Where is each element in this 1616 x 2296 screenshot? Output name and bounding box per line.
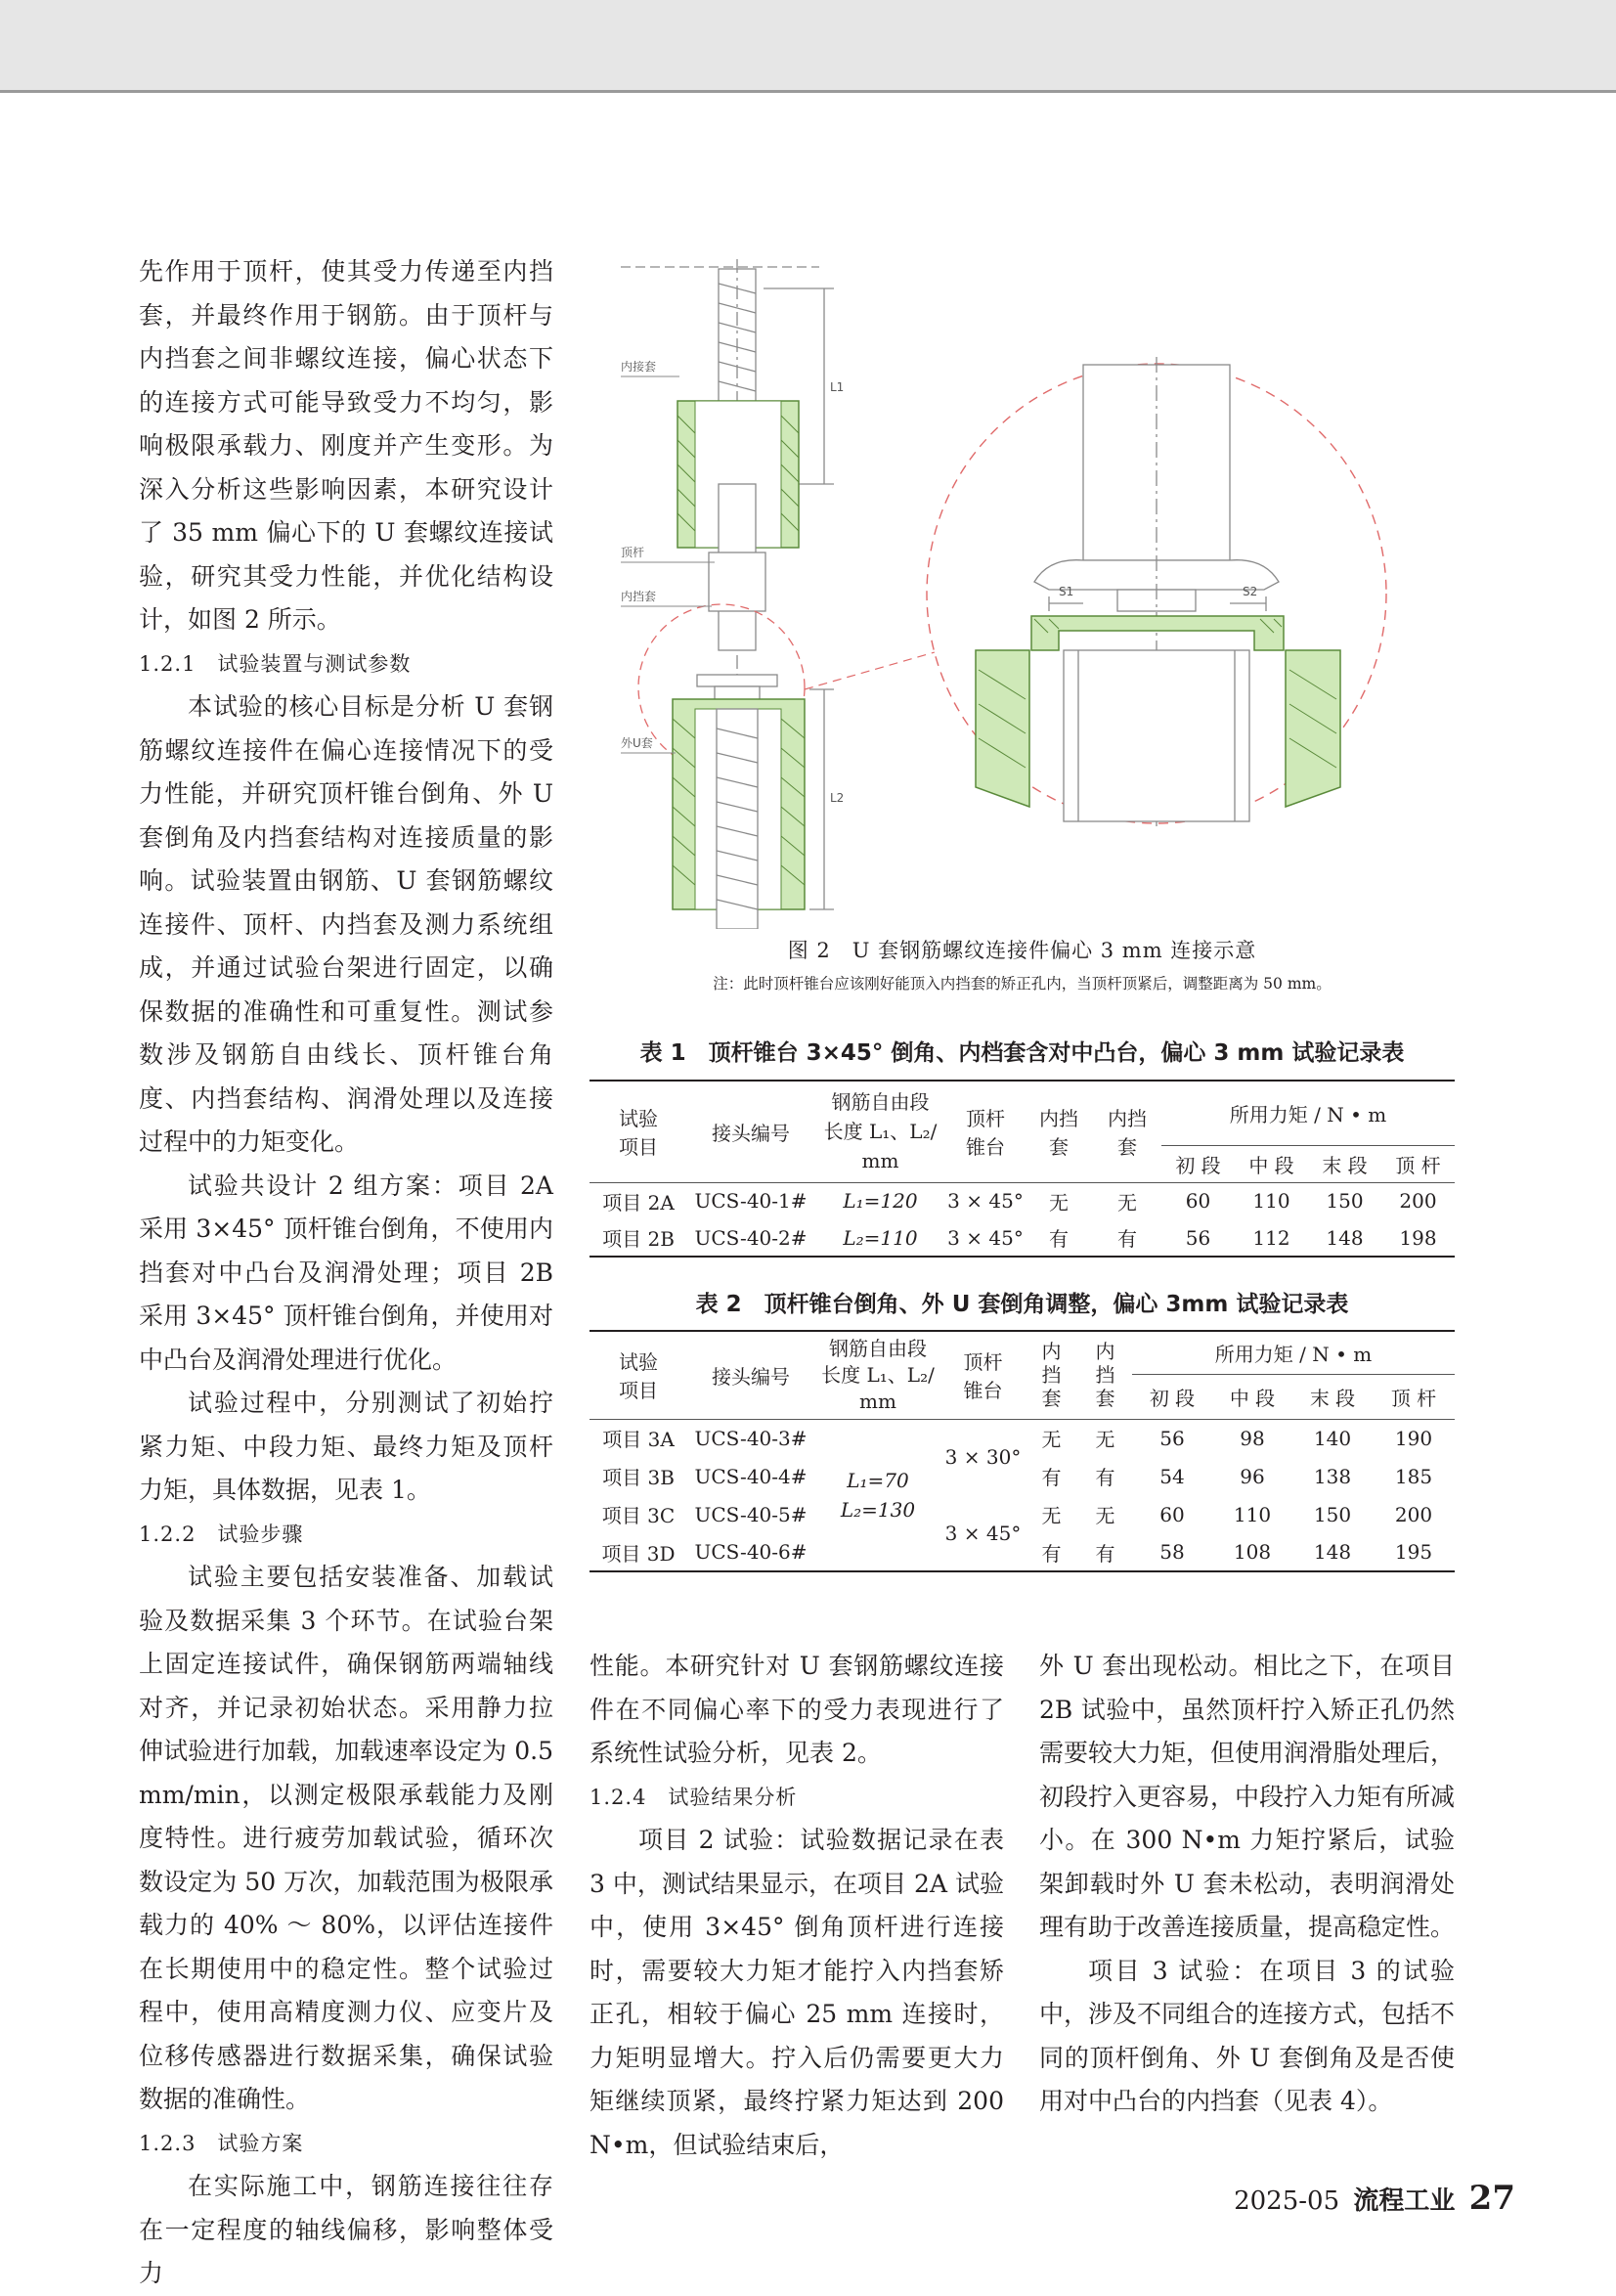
table-1-caption: 表 1 顶杆锥台 3×45° 倒角、内档套含对中凸台，偏心 3 mm 试验记录表 (639, 1040, 1405, 1066)
cell-length: L₁=70 L₂=130 (814, 1419, 941, 1571)
header-torque-rod: 顶 杆 (1373, 1374, 1455, 1419)
header-inner-stop-2: 内 挡 套 (1078, 1331, 1132, 1419)
label-inner-sleeve: 内接套 (621, 360, 657, 374)
cell-item: 项目 3B (602, 1466, 675, 1489)
cell-code: UCS-40-1# (694, 1189, 808, 1214)
header-code: 接头编号 (687, 1081, 814, 1182)
header-torque-middle: 中 段 (1212, 1374, 1292, 1419)
header-code: 接头编号 (687, 1331, 814, 1419)
cell-inner-stop-1: 有 (1041, 1466, 1062, 1489)
cell-length: L₁=120 (843, 1189, 918, 1214)
header-torque: 所用力矩 / N • m (1161, 1081, 1455, 1145)
table-row (590, 1419, 1455, 1457)
journal-name: 流程工业 (1353, 2186, 1456, 2216)
label-l1: L1 (830, 380, 845, 394)
header-cone: 顶杆 锥台 (946, 1081, 1025, 1182)
cell-cone: 3 × 45° (946, 1219, 1025, 1257)
cell-inner-stop-1: 无 (1041, 1428, 1062, 1452)
cell-item: 项目 3A (602, 1428, 675, 1452)
cell-torque: 195 (1373, 1533, 1455, 1571)
header-torque: 所用力矩 / N • m (1132, 1331, 1455, 1374)
header-torque-initial: 初 段 (1161, 1145, 1235, 1182)
section-heading: 1.2.1 试验装置与测试参数 (139, 651, 412, 676)
cell-torque: 56 (1159, 1426, 1185, 1450)
cell-torque: 190 (1394, 1426, 1433, 1450)
cell-torque: 110 (1252, 1189, 1290, 1214)
cell-torque: 56 (1161, 1219, 1235, 1257)
table-row (590, 1219, 1455, 1257)
cell-torque: 148 (1292, 1533, 1373, 1571)
figure-caption: 图 2 U 套钢筋螺纹连接件偏心 3 mm 连接示意 (787, 939, 1257, 962)
cell-torque: 60 (1159, 1502, 1185, 1526)
paragraph: 在实际施工中，钢筋连接往往存在一定程度的轴线偏移，影响整体受力 (139, 2172, 553, 2287)
cell-cone: 3 × 45° (941, 1495, 1025, 1571)
section-heading: 1.2.4 试验结果分析 (590, 1785, 798, 1809)
column-3 (1039, 1645, 1455, 2124)
section-heading: 1.2.3 试验方案 (139, 2131, 304, 2155)
cell-torque: 185 (1394, 1464, 1433, 1488)
paragraph: 项目 2 试验：试验数据记录在表 3 中，测试结果显示，在项目 2A 试验中，使用 3×45° 倒角顶杆进行连接时，需要较大力矩才能拧入内挡套矫正孔，相较于偏心 25 mm 连接时，力矩明显增大。拧入后仍需要更大力矩继续顶紧，最终拧紧力矩达到 200 N•m，但试验结束后， (590, 1826, 1004, 2159)
cell-inner-stop-2: 无 (1095, 1428, 1115, 1452)
column-2 (590, 1645, 1004, 2167)
figure-note: 注：此时顶杆锥台应该刚好能顶入内挡套的矫正孔内，当顶杆顶紧后，调整距离为 50 mm。 (713, 975, 1332, 993)
top-band (0, 0, 1616, 93)
cell-code: UCS-40-6# (687, 1533, 814, 1571)
cell-item: 项目 2B (590, 1219, 687, 1257)
cell-item: 项目 3C (601, 1504, 676, 1527)
figure-2 (590, 259, 1455, 929)
table-row (590, 1495, 1455, 1533)
cell-inner-stop-2: 无 (1095, 1504, 1115, 1527)
cell-torque: 140 (1313, 1426, 1352, 1450)
cell-inner-stop-1: 有 (1025, 1533, 1078, 1571)
cell-inner-stop-2: 有 (1095, 1466, 1115, 1489)
column-1 (139, 250, 553, 2296)
cell-length: L₂=110 (814, 1219, 946, 1257)
cell-inner-stop-2: 有 (1078, 1533, 1132, 1571)
cell-code: UCS-40-5# (694, 1502, 808, 1526)
cell-code: UCS-40-2# (687, 1219, 814, 1257)
cell-torque: 60 (1185, 1189, 1211, 1214)
cell-inner-stop-1: 有 (1025, 1219, 1093, 1257)
cell-torque: 150 (1326, 1189, 1364, 1214)
paragraph: 性能。本研究针对 U 套钢筋螺纹连接件在不同偏心率下的受力表现进行了系统性试验分析，见表 2。 (590, 1652, 1004, 1767)
cell-torque: 112 (1235, 1219, 1308, 1257)
cell-torque: 96 (1240, 1464, 1265, 1488)
cell-code: UCS-40-4# (694, 1464, 808, 1488)
cell-inner-stop-1: 无 (1041, 1504, 1062, 1527)
table-row (590, 1182, 1455, 1219)
header-torque-rod: 顶 杆 (1381, 1145, 1455, 1182)
header-torque-middle: 中 段 (1235, 1145, 1308, 1182)
header-inner-stop-1: 内挡 套 (1025, 1081, 1093, 1182)
header-item: 试验 项目 (590, 1081, 687, 1182)
cell-cone: 3 × 30° (944, 1445, 1022, 1470)
section-heading: 1.2.2 试验步骤 (139, 1522, 304, 1546)
header-cone: 顶杆 锥台 (941, 1331, 1025, 1419)
cell-inner-stop-2: 有 (1093, 1219, 1161, 1257)
header-torque-final: 末 段 (1292, 1374, 1373, 1419)
header-inner-stop-2: 内挡 套 (1093, 1081, 1161, 1182)
issue-date: 2025-05 (1234, 2186, 1340, 2216)
header-torque-initial: 初 段 (1132, 1374, 1212, 1419)
cell-torque: 54 (1159, 1464, 1185, 1488)
paragraph: 外 U 套出现松动。相比之下，在项目 2B 试验中，虽然顶杆拧入矫正孔仍然需要较大力矩，但使用润滑脂处理后，初段拧入更容易，中段拧入力矩有所减小。在 300 N•m 力矩拧紧后，试验架卸载时外 U 套未松动，表明润滑处理有助于改善连接质量，提高稳定性。 (1039, 1652, 1456, 1941)
header-item: 试验 项目 (590, 1331, 687, 1419)
cell-inner-stop-1: 无 (1049, 1190, 1069, 1214)
cell-torque: 200 (1399, 1189, 1437, 1214)
cell-torque: 58 (1132, 1533, 1212, 1571)
label-s2: S2 (1243, 585, 1258, 598)
label-l2: L2 (830, 791, 845, 805)
paragraph: 试验过程中，分别测试了初始拧紧力矩、中段力矩、最终力矩及顶杆力矩，具体数据，见表 1。 (139, 1389, 553, 1504)
cell-inner-stop-2: 无 (1117, 1190, 1137, 1214)
label-outer-u: 外U套 (621, 736, 653, 750)
label-top-rod: 顶杆 (621, 546, 645, 559)
page-footer (1234, 2179, 1515, 2218)
table-2-caption: 表 2 顶杆锥台倒角、外 U 套倒角调整，偏心 3mm 试验记录表 (695, 1292, 1349, 1317)
paragraph: 试验共设计 2 组方案：项目 2A 采用 3×45° 顶杆锥台倒角，不使用内挡套对中凸台及润滑处理；项目 2B 采用 3×45° 顶杆锥台倒角，并使用对中凸台及润滑处理进行优化。 (139, 1170, 553, 1374)
label-inner-stop: 内挡套 (621, 590, 657, 603)
table-1 (590, 1080, 1455, 1258)
page-number: 27 (1468, 2179, 1515, 2218)
header-length: 钢筋自由段 长度 L₁、L₂/ mm (814, 1081, 946, 1182)
cell-torque: 150 (1313, 1502, 1352, 1526)
cell-code: UCS-40-3# (694, 1426, 808, 1450)
cell-torque: 138 (1313, 1464, 1352, 1488)
cell-torque: 200 (1394, 1502, 1433, 1526)
cell-torque: 108 (1212, 1533, 1292, 1571)
header-length: 钢筋自由段 长度 L₁、L₂/ mm (814, 1331, 941, 1419)
paragraph: 项目 3 试验：在项目 3 的试验中，涉及不同组合的连接方式，包括不同的顶杆倒角、外 U 套倒角及是否使用对中凸台的内挡套（见表 4）。 (1039, 1956, 1456, 2115)
header-torque-final: 末 段 (1308, 1145, 1381, 1182)
label-s1: S1 (1059, 585, 1074, 598)
cell-item: 项目 2A (602, 1190, 675, 1214)
cell-torque: 98 (1240, 1426, 1265, 1450)
cell-torque: 110 (1233, 1502, 1272, 1526)
cell-torque: 148 (1308, 1219, 1381, 1257)
connector-diagram (590, 259, 1455, 929)
cell-item: 项目 3D (590, 1533, 687, 1571)
cell-torque: 198 (1381, 1219, 1455, 1257)
paragraph: 试验主要包括安装准备、加载试验及数据采集 3 个环节。在试验台架上固定连接试件，确保钢筋两端轴线对齐，并记录初始状态。采用静力拉伸试验进行加载，加载速率设定为 0.5 mm/min，以测定极限承载能力及刚度特性。进行疲劳加载试验，循环次数设定为 50 万次，加载范围为极限承载力的 40% ～ 80%，以评估连接件在长期使用中的稳定性。整个试验过程中，使用高精度测力仪、应变片及位移传感器进行数据采集，确保试验数据的准确性。 (139, 1563, 553, 2113)
paragraph: 先作用于顶杆，使其受力传递至内挡套，并最终作用于钢筋。由于顶杆与内挡套之间非螺纹连接，偏心状态下的连接方式可能导致受力不均匀，影响极限承载力、刚度并产生变形。为深入分析这些影响因素，本研究设计了 35 mm 偏心下的 U 套螺纹连接试验，研究其受力性能，并优化结构设计，如图 2 所示。 (139, 257, 553, 634)
cell-cone: 3 × 45° (947, 1189, 1024, 1214)
header-inner-stop-1: 内 挡 套 (1025, 1331, 1078, 1419)
table-2 (590, 1330, 1455, 1572)
paragraph: 本试验的核心目标是分析 U 套钢筋螺纹连接件在偏心连接情况下的受力性能，并研究顶杆锥台倒角、外 U 套倒角及内挡套结构对连接质量的影响。试验装置由钢筋、U 套钢筋螺纹连接件、顶杆、内挡套及测力系统组成，并通过试验台架进行固定，以确保数据的准确性和可重复性。测试参数涉及钢筋自由线长、顶杆锥台角度、内挡套结构、润滑处理以及连接过程中的力矩变化。 (139, 692, 553, 1156)
